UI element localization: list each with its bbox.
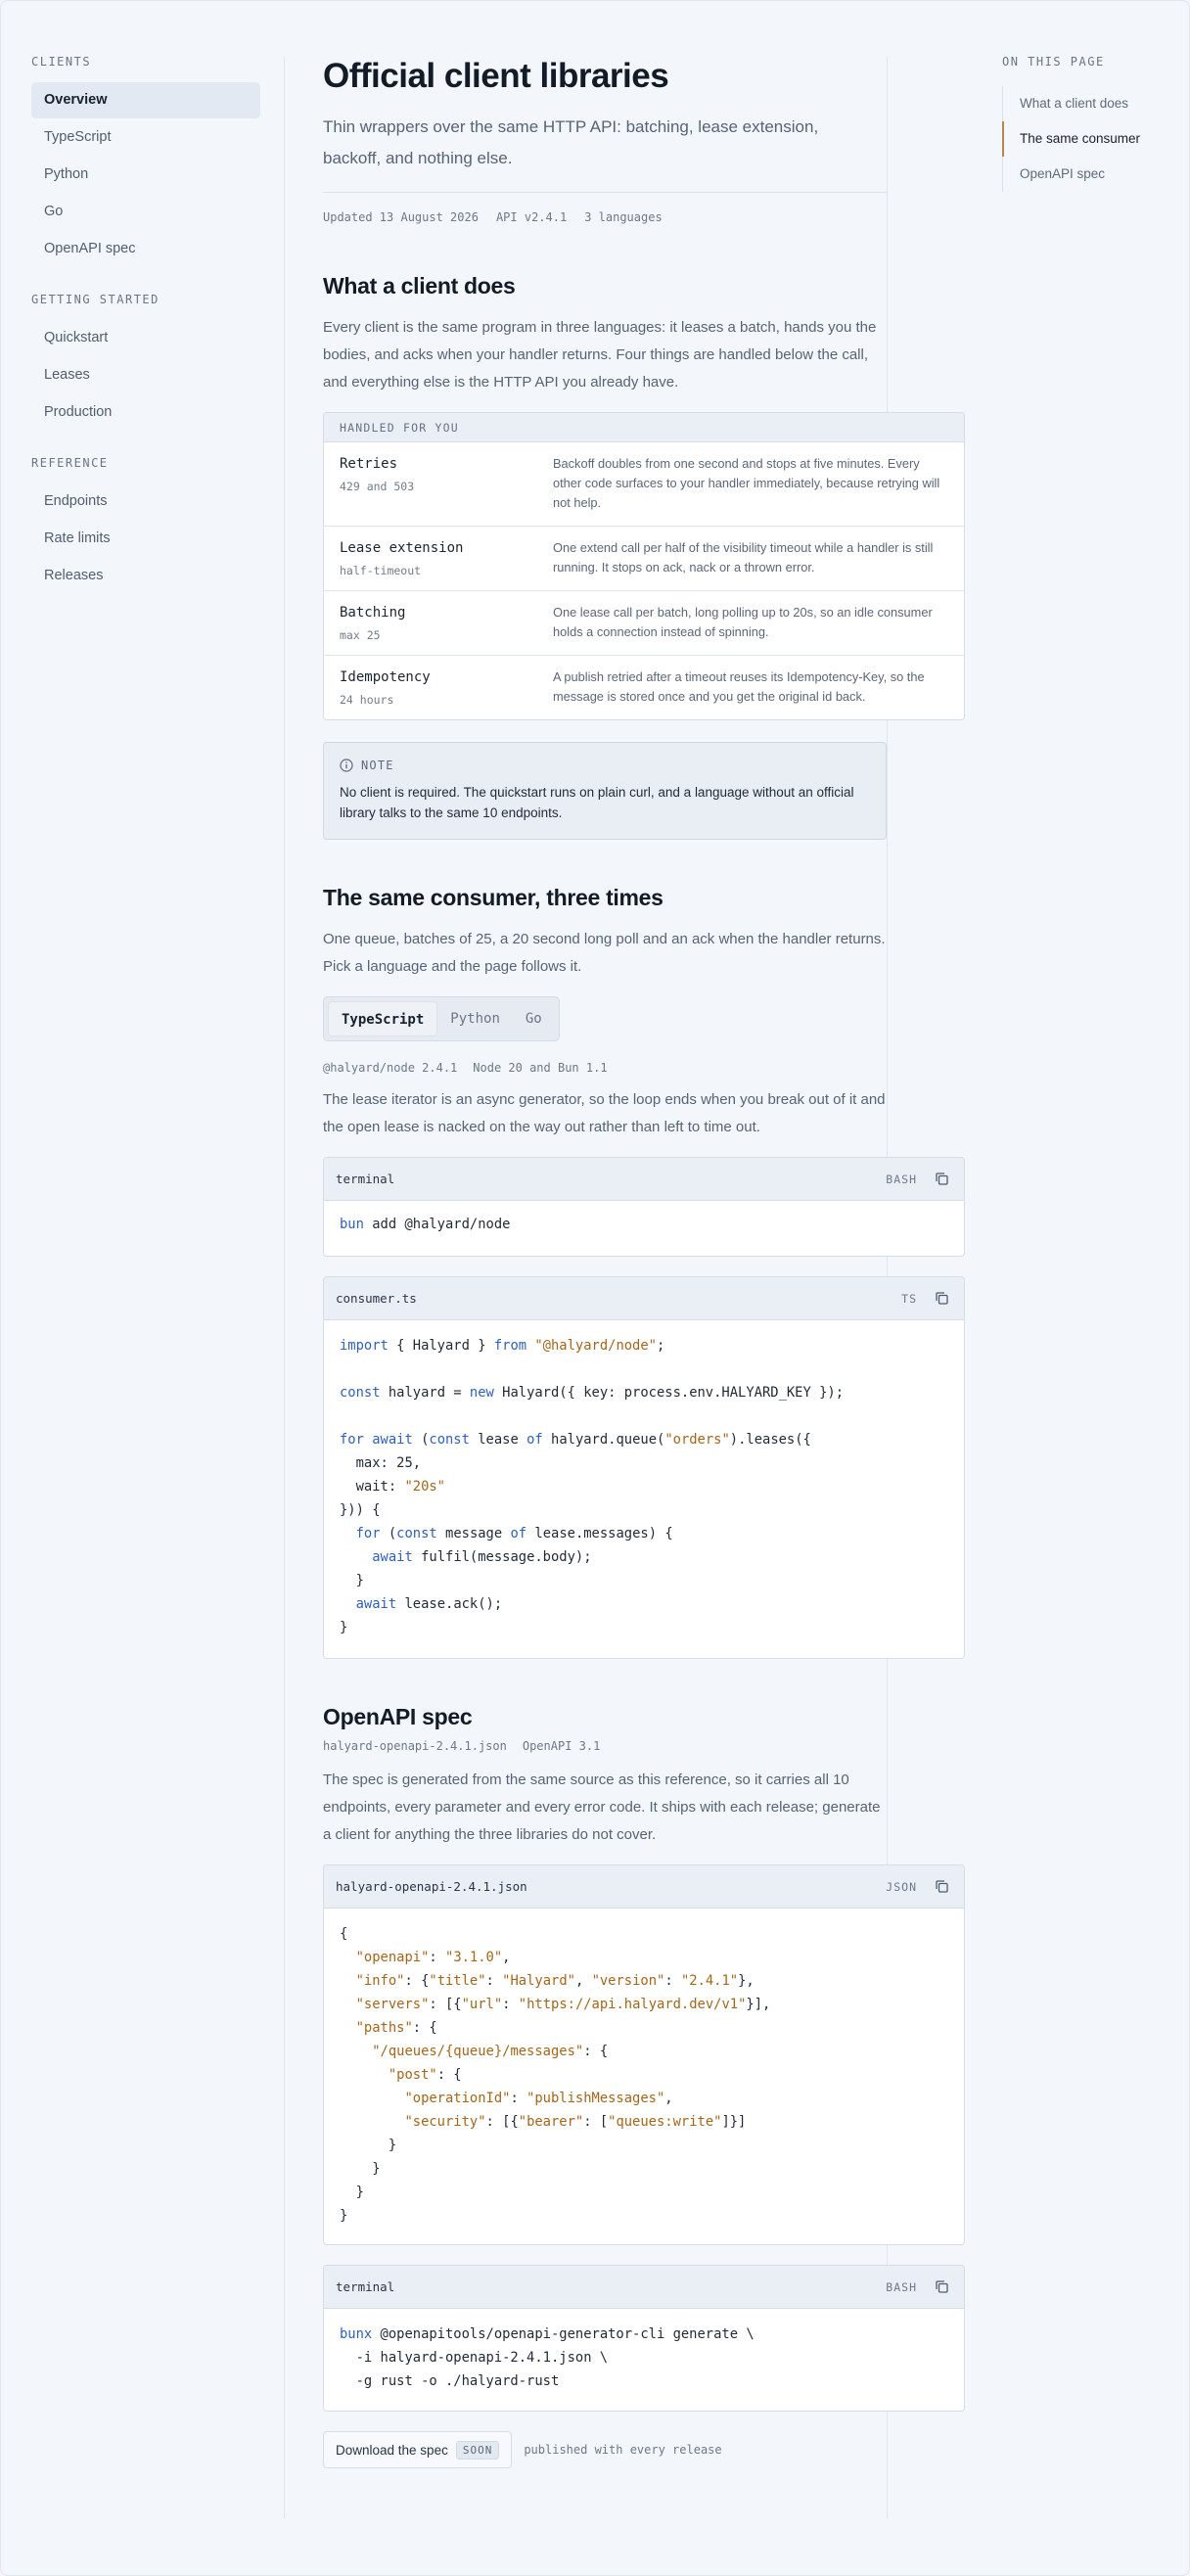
toc-item-what-a-client-does[interactable]: What a client does xyxy=(1020,96,1129,111)
copy-button[interactable] xyxy=(931,1876,952,1898)
sidebar-item-python[interactable]: Python xyxy=(44,166,89,182)
copy-icon xyxy=(935,1291,949,1306)
sidebar-item-production[interactable]: Production xyxy=(44,404,113,420)
copy-icon xyxy=(935,1172,949,1186)
row-sub: 24 hours xyxy=(340,693,394,707)
status-badge: SOON xyxy=(456,2441,500,2460)
row-name: Batching xyxy=(340,605,406,621)
download-row xyxy=(323,2431,965,2468)
copy-button[interactable] xyxy=(931,1288,952,1310)
toc-item-same-consumer[interactable]: The same consumer xyxy=(1002,121,1168,157)
row-desc: One lease call per batch, long polling up to 20s, so an idle consumer holds a connection instead of spinning. xyxy=(553,605,933,639)
row-desc: One extend call per half of the visibility timeout while a handler is still running. It stops on ack, nack or a thrown error. xyxy=(553,540,934,575)
spec-meta xyxy=(323,1739,965,1755)
row-desc: A publish retried after a timeout reuses its Idempotency-Key, so the message is stored once and you get the original id back. xyxy=(553,669,925,704)
sidebar-item-openapi-spec[interactable]: OpenAPI spec xyxy=(44,241,136,256)
code-block-generator xyxy=(323,2265,965,2412)
package-meta xyxy=(323,1061,965,1077)
sidebar-item-endpoints[interactable]: Endpoints xyxy=(44,493,108,509)
code-filename: terminal xyxy=(336,1172,395,1186)
download-spec-button[interactable] xyxy=(323,2431,512,2468)
section-title-openapi-spec: OpenAPI spec xyxy=(323,1704,473,1729)
code-content: import { Halyard } from "@halyard/node"; const halyard = new Halyard({ key: process.env.HALYARD_KEY }); for await (const lease of halyard.queue("orders").leases({ max: 25, wait: "20s" })) { for (const message of lease.messages) { await fulfil(message.body); } await lease.ack(); } xyxy=(340,1338,845,1635)
row-name: Idempotency xyxy=(340,669,431,685)
table-row xyxy=(324,656,964,719)
note-text: No client is required. The quickstart runs on plain curl, and a language without an official library talks to the same 10 endpoints. xyxy=(340,785,854,820)
code-block-install xyxy=(323,1157,965,1257)
page-title: Official client libraries xyxy=(323,57,669,95)
copy-button[interactable] xyxy=(931,1169,952,1190)
row-sub: half-timeout xyxy=(340,564,422,577)
section-body: Every client is the same program in three languages: it leases a batch, hands you the bodies, and acks when your handler returns. Four things are handled below the call, and everything else is the HTTP API you already have. xyxy=(323,319,877,391)
sidebar-item-quickstart[interactable]: Quickstart xyxy=(44,330,109,345)
section-body: One queue, batches of 25, a 20 second long poll and an ack when the handler returns. Pick a language and the page follows it. xyxy=(323,931,886,975)
code-filename: consumer.ts xyxy=(336,1291,417,1306)
language-tabs xyxy=(323,996,560,1041)
updated-date: Updated 13 August 2026 xyxy=(323,210,479,224)
sidebar-item-releases[interactable]: Releases xyxy=(44,568,104,583)
note-heading: NOTE xyxy=(361,759,394,772)
sidebar-item-rate-limits[interactable]: Rate limits xyxy=(44,530,111,546)
language-count: 3 languages xyxy=(584,210,663,224)
tab-python[interactable]: Python xyxy=(450,1011,500,1027)
handled-table xyxy=(323,412,965,720)
nav-heading: GETTING STARTED xyxy=(31,293,160,306)
sidebar-item-overview[interactable]: Overview xyxy=(31,82,260,118)
api-version: API v2.4.1 xyxy=(495,210,568,224)
spec-version: OpenAPI 3.1 xyxy=(522,1739,601,1753)
section-desc: The lease iterator is an async generator, so the loop ends when you break out of it and the open lease is nacked on the way out rather than left to time out. xyxy=(323,1091,886,1135)
copy-icon xyxy=(935,2279,949,2294)
section-body: The spec is generated from the same source as this reference, so it carries all 10 endpoints, every parameter and every error code. It ships with each release; generate a client for anything the three libraries do not cover. xyxy=(323,1771,881,1843)
toc-list xyxy=(1002,86,1168,192)
code-content: bun add @halyard/node xyxy=(340,1217,511,1232)
table-row xyxy=(324,527,964,591)
row-desc: Backoff doubles from one second and stops at five minutes. Every other code surfaces to your handler immediately, because retrying will not help. xyxy=(553,456,940,510)
code-filename: halyard-openapi-2.4.1.json xyxy=(336,1879,527,1894)
code-block-consumer xyxy=(323,1276,965,1659)
nav-group-clients xyxy=(31,55,260,267)
row-name: Retries xyxy=(340,456,398,472)
table-of-contents xyxy=(1002,55,1168,192)
tab-typescript[interactable]: TypeScript xyxy=(328,1001,437,1036)
section-title-what-a-client-does: What a client does xyxy=(323,273,516,299)
tab-go[interactable]: Go xyxy=(525,1011,542,1027)
table-heading: HANDLED FOR YOU xyxy=(324,413,964,442)
table-row xyxy=(324,591,964,656)
toc-heading: ON THIS PAGE xyxy=(1002,55,1105,69)
row-name: Lease extension xyxy=(340,540,464,556)
sidebar-item-leases[interactable]: Leases xyxy=(44,367,90,383)
code-content: { "openapi": "3.1.0", "info": {"title": "Halyard", "version": "2.4.1"}, "servers": [{"url": "https://api.halyard.dev/v1"}], "paths": { "/queues/{queue}/messages": { "post": { "operationId": "publishMessages", "security": [{"bearer": ["queues:write"]}] } } } } xyxy=(340,1926,771,2224)
code-language: BASH xyxy=(886,1172,917,1186)
sidebar-item-typescript[interactable]: TypeScript xyxy=(44,129,112,145)
note-callout xyxy=(323,742,887,840)
info-icon xyxy=(340,759,353,772)
divider xyxy=(323,192,887,193)
nav-group-getting-started xyxy=(31,293,260,431)
divider xyxy=(284,57,285,2518)
nav-heading: CLIENTS xyxy=(31,55,92,69)
row-sub: max 25 xyxy=(340,628,381,642)
toc-item-openapi-spec[interactable]: OpenAPI spec xyxy=(1020,166,1106,181)
runtime-support: Node 20 and Bun 1.1 xyxy=(473,1061,608,1075)
code-language: JSON xyxy=(886,1879,917,1894)
page-meta xyxy=(323,210,965,226)
nav-group-reference xyxy=(31,456,260,594)
table-row xyxy=(324,442,964,527)
download-label: Download the spec xyxy=(336,2442,448,2458)
download-note: published with every release xyxy=(524,2443,722,2457)
copy-icon xyxy=(935,1879,949,1894)
code-content: bunx @openapitools/openapi-generator-cli generate \ -i halyard-openapi-2.4.1.json \ -g rust -o ./halyard-rust xyxy=(340,2326,755,2389)
sidebar-item-go[interactable]: Go xyxy=(44,204,64,219)
code-language: TS xyxy=(901,1291,917,1306)
row-sub: 429 and 503 xyxy=(340,480,415,493)
main-content xyxy=(323,55,965,2468)
package-version: @halyard/node 2.4.1 xyxy=(323,1061,458,1075)
code-block-spec xyxy=(323,1864,965,2245)
section-title-same-consumer: The same consumer, three times xyxy=(323,885,664,910)
nav-heading: REFERENCE xyxy=(31,456,109,470)
code-language: BASH xyxy=(886,2279,917,2294)
spec-filename: halyard-openapi-2.4.1.json xyxy=(323,1739,507,1753)
page-lead: Thin wrappers over the same HTTP API: batching, lease extension, backoff, and nothing else. xyxy=(323,117,819,167)
sidebar-nav xyxy=(31,55,260,620)
code-filename: terminal xyxy=(336,2279,395,2294)
copy-button[interactable] xyxy=(931,2277,952,2298)
